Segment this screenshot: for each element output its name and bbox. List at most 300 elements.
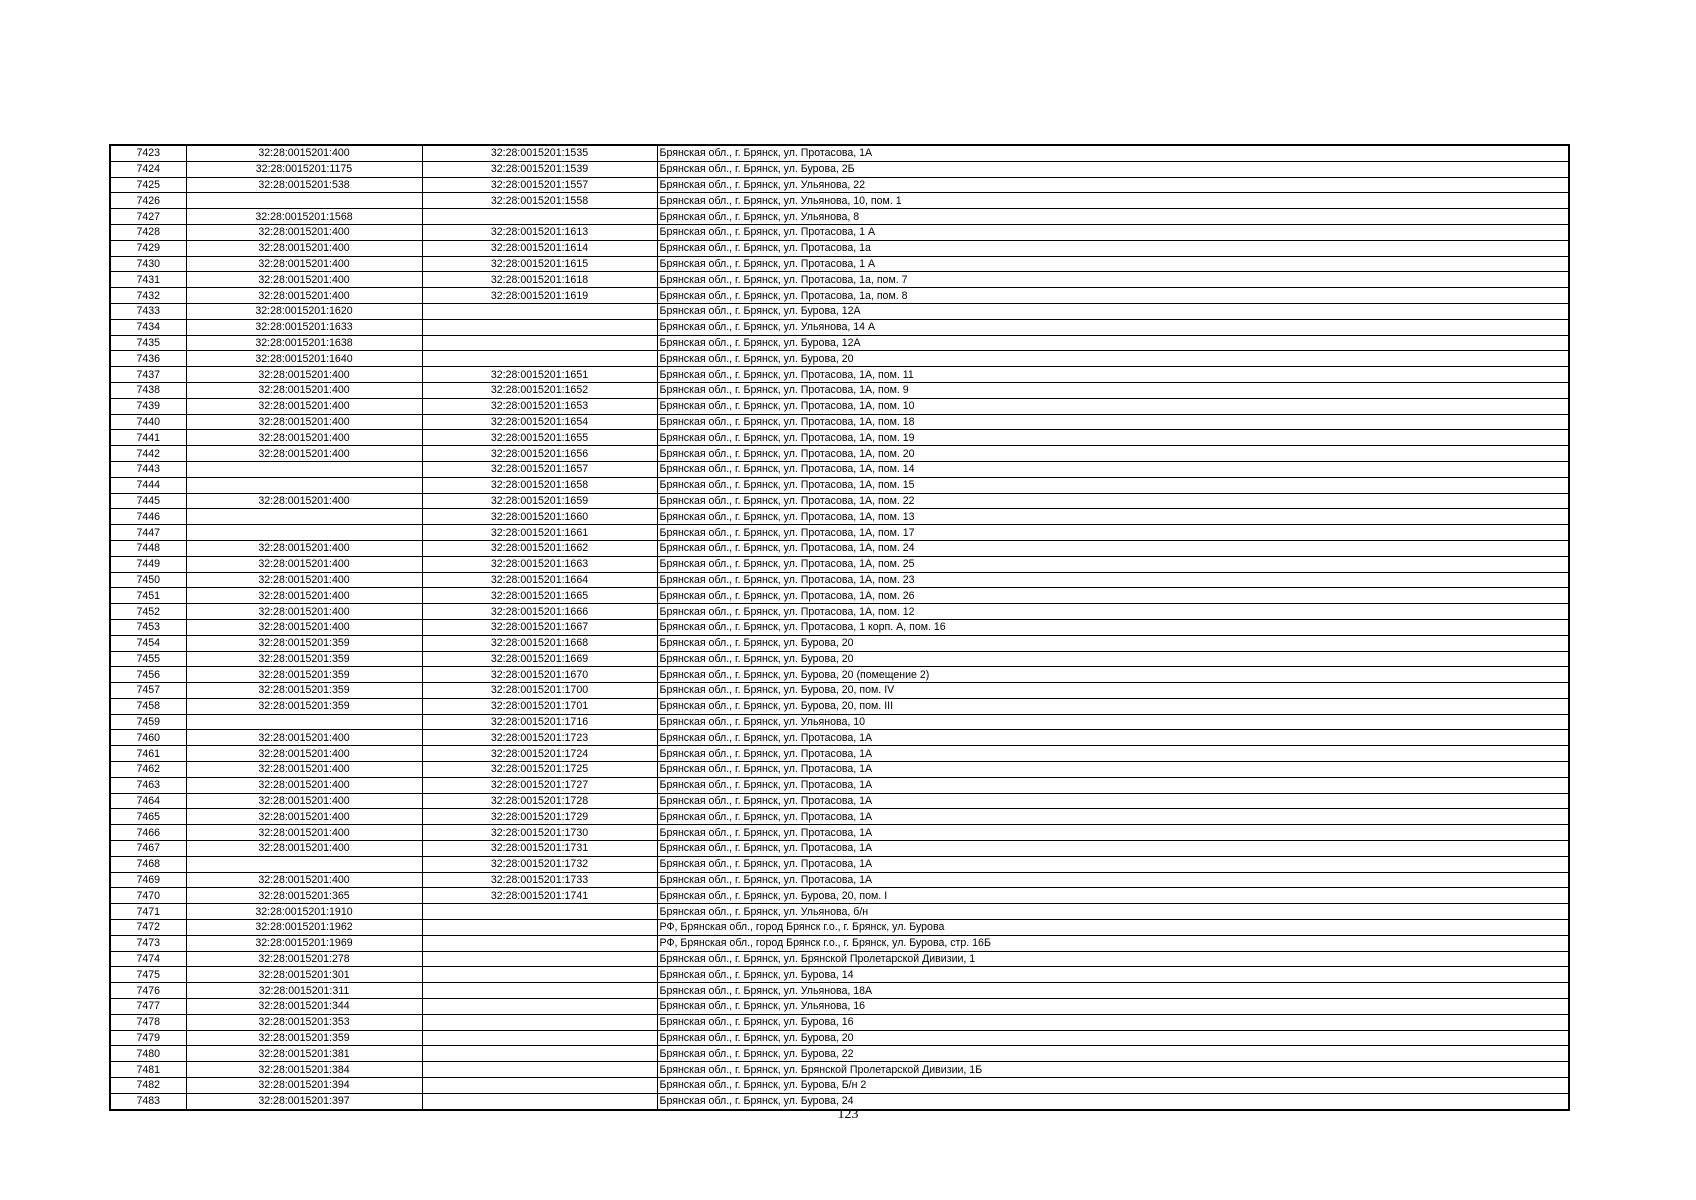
table-row [110,841,1569,857]
row-number-cell: 7424 [110,161,186,177]
address-cell: Брянская обл., г. Брянск, ул. Протасова, 1а, пом. 7 [657,272,1569,288]
object-cadastral-number-cell [422,920,657,936]
object-cadastral-number-cell [422,209,657,225]
address-cell: Брянская обл., г. Брянск, ул. Протасова, 1А, пом. 12 [657,604,1569,620]
object-cadastral-number-cell: 32:28:0015201:1666 [422,604,657,620]
table-row [110,872,1569,888]
table-row [110,461,1569,477]
object-cadastral-number-cell: 32:28:0015201:1657 [422,461,657,477]
parent-cadastral-number-cell: 32:28:0015201:1910 [186,904,422,920]
parent-cadastral-number-cell: 32:28:0015201:1962 [186,920,422,936]
table-row [110,698,1569,714]
table-row [110,920,1569,936]
row-number-cell: 7440 [110,414,186,430]
object-cadastral-number-cell: 32:28:0015201:1667 [422,619,657,635]
row-number-cell: 7452 [110,604,186,620]
address-cell: Брянская обл., г. Брянск, ул. Протасова, 1А, пом. 20 [657,446,1569,462]
parent-cadastral-number-cell: 32:28:0015201:400 [186,493,422,509]
row-number-cell: 7459 [110,714,186,730]
address-cell: РФ, Брянская обл., город Брянск г.о., г. Брянск, ул. Бурова, стр. 16Б [657,935,1569,951]
parent-cadastral-number-cell: 32:28:0015201:353 [186,1014,422,1030]
table-row [110,335,1569,351]
parent-cadastral-number-cell: 32:28:0015201:1620 [186,303,422,319]
table-row [110,161,1569,177]
address-cell: Брянская обл., г. Брянск, ул. Протасова, 1 корп. А, пом. 16 [657,619,1569,635]
parent-cadastral-number-cell: 32:28:0015201:400 [186,367,422,383]
object-cadastral-number-cell [422,303,657,319]
table-row [110,904,1569,920]
parent-cadastral-number-cell: 32:28:0015201:397 [186,1093,422,1109]
object-cadastral-number-cell [422,999,657,1015]
address-cell: Брянская обл., г. Брянск, ул. Протасова, 1А [657,809,1569,825]
parent-cadastral-number-cell: 32:28:0015201:381 [186,1046,422,1062]
table-row [110,967,1569,983]
row-number-cell: 7428 [110,224,186,240]
row-number-cell: 7473 [110,935,186,951]
parent-cadastral-number-cell: 32:28:0015201:359 [186,635,422,651]
address-cell: Брянская обл., г. Брянск, ул. Бурова, 20 (помещение 2) [657,667,1569,683]
address-cell: Брянская обл., г. Брянск, ул. Бурова, 20 [657,351,1569,367]
row-number-cell: 7479 [110,1030,186,1046]
table-row [110,351,1569,367]
address-cell: Брянская обл., г. Брянск, ул. Протасова, 1А [657,841,1569,857]
table-row [110,793,1569,809]
address-cell: Брянская обл., г. Брянск, ул. Протасова, 1А [657,872,1569,888]
parent-cadastral-number-cell [186,477,422,493]
parent-cadastral-number-cell: 32:28:0015201:400 [186,809,422,825]
object-cadastral-number-cell [422,1078,657,1094]
object-cadastral-number-cell [422,319,657,335]
address-cell: Брянская обл., г. Брянск, ул. Протасова, 1А, пом. 24 [657,540,1569,556]
object-cadastral-number-cell: 32:28:0015201:1669 [422,651,657,667]
table-row [110,303,1569,319]
parent-cadastral-number-cell: 32:28:0015201:400 [186,762,422,778]
object-cadastral-number-cell: 32:28:0015201:1729 [422,809,657,825]
address-cell: Брянская обл., г. Брянск, ул. Бурова, 20 [657,635,1569,651]
parent-cadastral-number-cell: 32:28:0015201:278 [186,951,422,967]
address-cell: Брянская обл., г. Брянск, ул. Протасова, 1А [657,145,1569,161]
object-cadastral-number-cell: 32:28:0015201:1732 [422,856,657,872]
row-number-cell: 7480 [110,1046,186,1062]
object-cadastral-number-cell [422,1030,657,1046]
object-cadastral-number-cell: 32:28:0015201:1653 [422,398,657,414]
address-cell: Брянская обл., г. Брянск, ул. Протасова, 1А, пом. 26 [657,588,1569,604]
row-number-cell: 7478 [110,1014,186,1030]
row-number-cell: 7446 [110,509,186,525]
object-cadastral-number-cell [422,335,657,351]
row-number-cell: 7469 [110,872,186,888]
object-cadastral-number-cell [422,951,657,967]
table-row [110,983,1569,999]
registry-table-body [110,145,1569,1110]
address-cell: Брянская обл., г. Брянск, ул. Бурова, 12А [657,335,1569,351]
object-cadastral-number-cell: 32:28:0015201:1651 [422,367,657,383]
table-row [110,367,1569,383]
object-cadastral-number-cell: 32:28:0015201:1716 [422,714,657,730]
parent-cadastral-number-cell: 32:28:0015201:400 [186,240,422,256]
row-number-cell: 7423 [110,145,186,161]
parent-cadastral-number-cell [186,193,422,209]
parent-cadastral-number-cell: 32:28:0015201:400 [186,430,422,446]
parent-cadastral-number-cell [186,714,422,730]
parent-cadastral-number-cell: 32:28:0015201:400 [186,604,422,620]
parent-cadastral-number-cell: 32:28:0015201:384 [186,1062,422,1078]
parent-cadastral-number-cell: 32:28:0015201:400 [186,414,422,430]
object-cadastral-number-cell [422,983,657,999]
row-number-cell: 7431 [110,272,186,288]
row-number-cell: 7425 [110,177,186,193]
address-cell: Брянская обл., г. Брянск, ул. Протасова, 1А, пом. 13 [657,509,1569,525]
parent-cadastral-number-cell [186,461,422,477]
table-row [110,635,1569,651]
address-cell: Брянская обл., г. Брянск, ул. Бурова, 12А [657,303,1569,319]
row-number-cell: 7444 [110,477,186,493]
object-cadastral-number-cell: 32:28:0015201:1662 [422,540,657,556]
address-cell: Брянская обл., г. Брянск, ул. Бурова, 22 [657,1046,1569,1062]
address-cell: Брянская обл., г. Брянск, ул. Протасова, 1 А [657,224,1569,240]
object-cadastral-number-cell: 32:28:0015201:1700 [422,683,657,699]
object-cadastral-number-cell [422,1062,657,1078]
parent-cadastral-number-cell: 32:28:0015201:301 [186,967,422,983]
parent-cadastral-number-cell: 32:28:0015201:400 [186,841,422,857]
table-row [110,446,1569,462]
table-row [110,414,1569,430]
address-cell: Брянская обл., г. Брянск, ул. Бурова, 20 [657,651,1569,667]
parent-cadastral-number-cell: 32:28:0015201:400 [186,825,422,841]
address-cell: Брянская обл., г. Брянск, ул. Ульянова, 14 А [657,319,1569,335]
object-cadastral-number-cell: 32:28:0015201:1656 [422,446,657,462]
row-number-cell: 7451 [110,588,186,604]
address-cell: Брянская обл., г. Брянск, ул. Бурова, 24 [657,1093,1569,1109]
row-number-cell: 7472 [110,920,186,936]
table-row [110,683,1569,699]
parent-cadastral-number-cell: 32:28:0015201:1638 [186,335,422,351]
object-cadastral-number-cell: 32:28:0015201:1655 [422,430,657,446]
table-row [110,935,1569,951]
row-number-cell: 7448 [110,540,186,556]
object-cadastral-number-cell: 32:28:0015201:1731 [422,841,657,857]
object-cadastral-number-cell: 32:28:0015201:1663 [422,556,657,572]
address-cell: РФ, Брянская обл., город Брянск г.о., г. Брянск, ул. Бурова [657,920,1569,936]
row-number-cell: 7460 [110,730,186,746]
object-cadastral-number-cell: 32:28:0015201:1701 [422,698,657,714]
parent-cadastral-number-cell: 32:28:0015201:400 [186,556,422,572]
address-cell: Брянская обл., г. Брянск, ул. Протасова, 1А, пом. 17 [657,525,1569,541]
object-cadastral-number-cell: 32:28:0015201:1652 [422,382,657,398]
object-cadastral-number-cell: 32:28:0015201:1661 [422,525,657,541]
parent-cadastral-number-cell: 32:28:0015201:400 [186,145,422,161]
row-number-cell: 7445 [110,493,186,509]
parent-cadastral-number-cell: 32:28:0015201:311 [186,983,422,999]
parent-cadastral-number-cell: 32:28:0015201:400 [186,730,422,746]
parent-cadastral-number-cell: 32:28:0015201:400 [186,224,422,240]
address-cell: Брянская обл., г. Брянск, ул. Протасова, 1А [657,825,1569,841]
object-cadastral-number-cell [422,1046,657,1062]
row-number-cell: 7470 [110,888,186,904]
object-cadastral-number-cell: 32:28:0015201:1660 [422,509,657,525]
table-row [110,999,1569,1015]
address-cell: Брянская обл., г. Брянск, ул. Бурова, 20, пом. I [657,888,1569,904]
address-cell: Брянская обл., г. Брянск, ул. Протасова, 1А, пом. 14 [657,461,1569,477]
page-number: 123 [837,1107,859,1122]
address-cell: Брянская обл., г. Брянск, ул. Брянской Пролетарской Дивизии, 1Б [657,1062,1569,1078]
object-cadastral-number-cell [422,904,657,920]
row-number-cell: 7436 [110,351,186,367]
address-cell: Брянская обл., г. Брянск, ул. Протасова, 1А, пом. 25 [657,556,1569,572]
table-row [110,762,1569,778]
row-number-cell: 7463 [110,777,186,793]
row-number-cell: 7441 [110,430,186,446]
object-cadastral-number-cell: 32:28:0015201:1535 [422,145,657,161]
object-cadastral-number-cell: 32:28:0015201:1614 [422,240,657,256]
row-number-cell: 7468 [110,856,186,872]
address-cell: Брянская обл., г. Брянск, ул. Бурова, 14 [657,967,1569,983]
row-number-cell: 7434 [110,319,186,335]
table-row [110,256,1569,272]
object-cadastral-number-cell: 32:28:0015201:1724 [422,746,657,762]
parent-cadastral-number-cell: 32:28:0015201:400 [186,572,422,588]
registry-table [109,144,1570,1111]
row-number-cell: 7435 [110,335,186,351]
row-number-cell: 7476 [110,983,186,999]
row-number-cell: 7430 [110,256,186,272]
table-row [110,145,1569,161]
table-row [110,509,1569,525]
object-cadastral-number-cell: 32:28:0015201:1725 [422,762,657,778]
object-cadastral-number-cell: 32:28:0015201:1658 [422,477,657,493]
table-row [110,1014,1569,1030]
table-row [110,177,1569,193]
row-number-cell: 7466 [110,825,186,841]
object-cadastral-number-cell [422,1014,657,1030]
row-number-cell: 7438 [110,382,186,398]
address-cell: Брянская обл., г. Брянск, ул. Протасова, 1А [657,777,1569,793]
table-row [110,240,1569,256]
row-number-cell: 7426 [110,193,186,209]
address-cell: Брянская обл., г. Брянск, ул. Ульянова, б/н [657,904,1569,920]
parent-cadastral-number-cell: 32:28:0015201:538 [186,177,422,193]
object-cadastral-number-cell: 32:28:0015201:1613 [422,224,657,240]
parent-cadastral-number-cell: 32:28:0015201:394 [186,1078,422,1094]
address-cell: Брянская обл., г. Брянск, ул. Протасова, 1А [657,762,1569,778]
object-cadastral-number-cell: 32:28:0015201:1728 [422,793,657,809]
parent-cadastral-number-cell: 32:28:0015201:400 [186,382,422,398]
object-cadastral-number-cell [422,967,657,983]
object-cadastral-number-cell: 32:28:0015201:1539 [422,161,657,177]
address-cell: Брянская обл., г. Брянск, ул. Протасова, 1А [657,730,1569,746]
row-number-cell: 7461 [110,746,186,762]
table-row [110,746,1569,762]
parent-cadastral-number-cell: 32:28:0015201:359 [186,683,422,699]
address-cell: Брянская обл., г. Брянск, ул. Протасова, 1А, пом. 18 [657,414,1569,430]
table-row [110,556,1569,572]
parent-cadastral-number-cell: 32:28:0015201:400 [186,446,422,462]
object-cadastral-number-cell: 32:28:0015201:1668 [422,635,657,651]
row-number-cell: 7483 [110,1093,186,1109]
table-row [110,477,1569,493]
object-cadastral-number-cell: 32:28:0015201:1733 [422,872,657,888]
address-cell: Брянская обл., г. Брянск, ул. Бурова, 2Б [657,161,1569,177]
parent-cadastral-number-cell: 32:28:0015201:344 [186,999,422,1015]
table-row [110,604,1569,620]
row-number-cell: 7427 [110,209,186,225]
row-number-cell: 7429 [110,240,186,256]
table-row [110,398,1569,414]
row-number-cell: 7471 [110,904,186,920]
table-row [110,888,1569,904]
address-cell: Брянская обл., г. Брянск, ул. Ульянова, 16 [657,999,1569,1015]
table-row [110,288,1569,304]
table-row [110,714,1569,730]
row-number-cell: 7454 [110,635,186,651]
row-number-cell: 7447 [110,525,186,541]
object-cadastral-number-cell: 32:28:0015201:1618 [422,272,657,288]
row-number-cell: 7464 [110,793,186,809]
row-number-cell: 7462 [110,762,186,778]
address-cell: Брянская обл., г. Брянск, ул. Бурова, Б/н 2 [657,1078,1569,1094]
parent-cadastral-number-cell: 32:28:0015201:1640 [186,351,422,367]
table-row [110,951,1569,967]
table-row [110,540,1569,556]
row-number-cell: 7475 [110,967,186,983]
row-number-cell: 7482 [110,1078,186,1094]
address-cell: Брянская обл., г. Брянск, ул. Брянской Пролетарской Дивизии, 1 [657,951,1569,967]
table-row [110,272,1569,288]
parent-cadastral-number-cell: 32:28:0015201:400 [186,398,422,414]
table-row [110,667,1569,683]
parent-cadastral-number-cell: 32:28:0015201:400 [186,540,422,556]
parent-cadastral-number-cell [186,509,422,525]
table-row [110,825,1569,841]
address-cell: Брянская обл., г. Брянск, ул. Бурова, 20, пом. III [657,698,1569,714]
table-row [110,588,1569,604]
row-number-cell: 7433 [110,303,186,319]
parent-cadastral-number-cell: 32:28:0015201:400 [186,256,422,272]
row-number-cell: 7442 [110,446,186,462]
row-number-cell: 7437 [110,367,186,383]
row-number-cell: 7458 [110,698,186,714]
table-row [110,730,1569,746]
table-row [110,319,1569,335]
row-number-cell: 7432 [110,288,186,304]
table-row [110,525,1569,541]
parent-cadastral-number-cell: 32:28:0015201:1568 [186,209,422,225]
parent-cadastral-number-cell: 32:28:0015201:359 [186,651,422,667]
parent-cadastral-number-cell: 32:28:0015201:400 [186,619,422,635]
object-cadastral-number-cell: 32:28:0015201:1723 [422,730,657,746]
address-cell: Брянская обл., г. Брянск, ул. Протасова, 1а, пом. 8 [657,288,1569,304]
parent-cadastral-number-cell: 32:28:0015201:400 [186,872,422,888]
address-cell: Брянская обл., г. Брянск, ул. Бурова, 16 [657,1014,1569,1030]
address-cell: Брянская обл., г. Брянск, ул. Протасова, 1А, пом. 9 [657,382,1569,398]
table-row [110,1078,1569,1094]
address-cell: Брянская обл., г. Брянск, ул. Ульянова, 22 [657,177,1569,193]
address-cell: Брянская обл., г. Брянск, ул. Ульянова, 18А [657,983,1569,999]
row-number-cell: 7467 [110,841,186,857]
row-number-cell: 7457 [110,683,186,699]
object-cadastral-number-cell [422,935,657,951]
row-number-cell: 7474 [110,951,186,967]
table-row [110,619,1569,635]
object-cadastral-number-cell: 32:28:0015201:1727 [422,777,657,793]
row-number-cell: 7465 [110,809,186,825]
object-cadastral-number-cell: 32:28:0015201:1619 [422,288,657,304]
address-cell: Брянская обл., г. Брянск, ул. Протасова, 1А, пом. 22 [657,493,1569,509]
address-cell: Брянская обл., г. Брянск, ул. Протасова, 1А, пом. 15 [657,477,1569,493]
table-row [110,493,1569,509]
row-number-cell: 7449 [110,556,186,572]
object-cadastral-number-cell: 32:28:0015201:1654 [422,414,657,430]
object-cadastral-number-cell: 32:28:0015201:1659 [422,493,657,509]
parent-cadastral-number-cell: 32:28:0015201:400 [186,288,422,304]
table-row [110,809,1569,825]
table-row [110,430,1569,446]
table-row [110,1030,1569,1046]
parent-cadastral-number-cell: 32:28:0015201:400 [186,793,422,809]
parent-cadastral-number-cell: 32:28:0015201:1969 [186,935,422,951]
parent-cadastral-number-cell: 32:28:0015201:400 [186,588,422,604]
table-row [110,1062,1569,1078]
row-number-cell: 7439 [110,398,186,414]
address-cell: Брянская обл., г. Брянск, ул. Ульянова, 10, пом. 1 [657,193,1569,209]
parent-cadastral-number-cell: 32:28:0015201:400 [186,746,422,762]
object-cadastral-number-cell: 32:28:0015201:1665 [422,588,657,604]
row-number-cell: 7453 [110,619,186,635]
address-cell: Брянская обл., г. Брянск, ул. Бурова, 20 [657,1030,1569,1046]
address-cell: Брянская обл., г. Брянск, ул. Протасова, 1А, пом. 10 [657,398,1569,414]
row-number-cell: 7443 [110,461,186,477]
address-cell: Брянская обл., г. Брянск, ул. Протасова, 1А [657,856,1569,872]
parent-cadastral-number-cell [186,525,422,541]
parent-cadastral-number-cell: 32:28:0015201:400 [186,272,422,288]
object-cadastral-number-cell [422,351,657,367]
parent-cadastral-number-cell: 32:28:0015201:365 [186,888,422,904]
object-cadastral-number-cell: 32:28:0015201:1558 [422,193,657,209]
table-row [110,193,1569,209]
object-cadastral-number-cell: 32:28:0015201:1664 [422,572,657,588]
address-cell: Брянская обл., г. Брянск, ул. Протасова, 1А [657,793,1569,809]
table-row [110,572,1569,588]
parent-cadastral-number-cell: 32:28:0015201:1175 [186,161,422,177]
parent-cadastral-number-cell: 32:28:0015201:359 [186,1030,422,1046]
address-cell: Брянская обл., г. Брянск, ул. Протасова, 1 А [657,256,1569,272]
table-row [110,224,1569,240]
parent-cadastral-number-cell: 32:28:0015201:1633 [186,319,422,335]
object-cadastral-number-cell: 32:28:0015201:1670 [422,667,657,683]
address-cell: Брянская обл., г. Брянск, ул. Ульянова, 10 [657,714,1569,730]
table-row [110,209,1569,225]
row-number-cell: 7450 [110,572,186,588]
table-row [110,651,1569,667]
parent-cadastral-number-cell: 32:28:0015201:359 [186,667,422,683]
address-cell: Брянская обл., г. Брянск, ул. Ульянова, 8 [657,209,1569,225]
object-cadastral-number-cell: 32:28:0015201:1557 [422,177,657,193]
object-cadastral-number-cell: 32:28:0015201:1741 [422,888,657,904]
address-cell: Брянская обл., г. Брянск, ул. Бурова, 20, пом. IV [657,683,1569,699]
parent-cadastral-number-cell: 32:28:0015201:359 [186,698,422,714]
parent-cadastral-number-cell [186,856,422,872]
object-cadastral-number-cell: 32:28:0015201:1615 [422,256,657,272]
row-number-cell: 7477 [110,999,186,1015]
row-number-cell: 7456 [110,667,186,683]
address-cell: Брянская обл., г. Брянск, ул. Протасова, 1А, пом. 11 [657,367,1569,383]
address-cell: Брянская обл., г. Брянск, ул. Протасова, 1А, пом. 19 [657,430,1569,446]
address-cell: Брянская обл., г. Брянск, ул. Протасова, 1а [657,240,1569,256]
object-cadastral-number-cell: 32:28:0015201:1730 [422,825,657,841]
row-number-cell: 7455 [110,651,186,667]
parent-cadastral-number-cell: 32:28:0015201:400 [186,777,422,793]
table-row [110,1046,1569,1062]
